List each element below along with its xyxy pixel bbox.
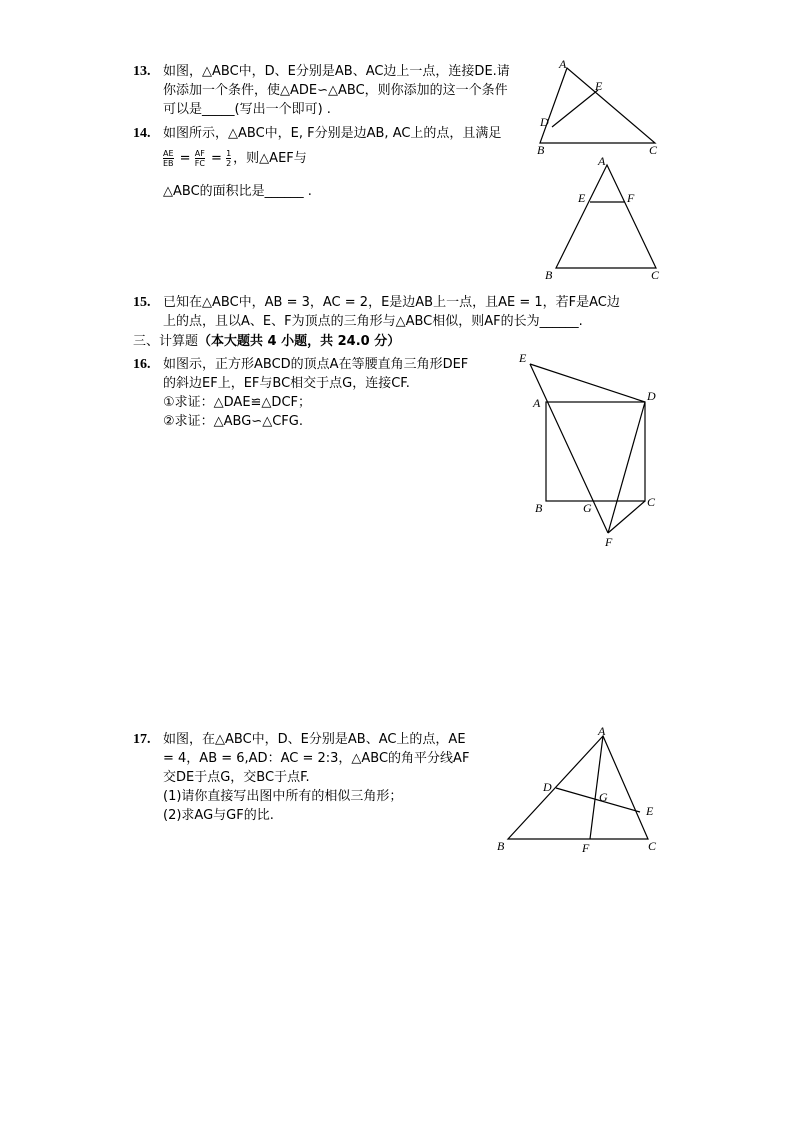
figure-17 <box>495 722 665 857</box>
q17-line4: (1)请你直接写出图中所有的相似三角形； <box>163 789 403 804</box>
figure-13 <box>530 58 665 158</box>
fig14-label-B: B <box>545 268 553 282</box>
question-14 <box>133 124 501 201</box>
q16-number: 16. <box>133 357 151 372</box>
q14-line3: △ABC的面积比是______ . <box>163 184 312 199</box>
fig13-label-A: A <box>559 57 567 71</box>
q17-line5: (2)求AG与GF的比. <box>163 808 274 823</box>
figure-14 <box>540 155 665 280</box>
q17-line1: 17. 如图，在△ABC中，D、E分别是AB、AC上的点，AE <box>133 732 466 747</box>
q17-number: 17. <box>133 732 151 747</box>
fig16-label-G: G <box>583 501 592 515</box>
fig13-label-E: E <box>595 79 603 93</box>
fig17-label-E: E <box>646 804 654 818</box>
fig13-label-D: D <box>540 115 549 129</box>
fig16-label-C: C <box>647 495 656 509</box>
fig14-label-C: C <box>651 268 660 282</box>
fig17-label-A: A <box>598 724 606 738</box>
q15-line1: 15. 已知在△ABC中，AB = 3，AC = 2，E是边AB上一点，且AE = 1，若F是AC边 <box>133 295 620 310</box>
q16-line3: ①求证：△DAE≌△DCF； <box>163 395 311 410</box>
q15-line2: 上的点，且以A、E、F为顶点的三角形与△ABC相似，则AF的长为______. <box>163 314 583 329</box>
q13-line1: 13. 如图，△ABC中，D、E分别是AB、AC边上一点，连接DE.请 <box>133 64 510 79</box>
question-17 <box>133 730 469 825</box>
fig17-label-F: F <box>582 841 590 855</box>
fig16-label-D: D <box>647 389 656 403</box>
q16-line2: 的斜边EF上，EF与BC相交于点G，连接CF. <box>163 376 410 391</box>
fig14-label-A: A <box>598 154 606 168</box>
fig16-label-F: F <box>605 535 613 549</box>
q16-line4: ②求证：△ABG∽△CFG. <box>163 414 303 429</box>
fig17-label-C: C <box>648 839 657 853</box>
q14-fraction-one-half: $\frac{1}{2}$ <box>226 149 232 168</box>
fig16-label-E: E <box>519 351 527 365</box>
figure-16 <box>515 350 665 550</box>
fig14-label-F: F <box>627 191 635 205</box>
question-15 <box>133 293 620 331</box>
section-heading: 三、计算题（本大题共 4 小题，共 24.0 分） <box>133 334 401 349</box>
q17-line2: = 4，AB = 6,AD：AC = 2:3，△ABC的角平分线AF <box>163 751 470 766</box>
q14-number: 14. <box>133 126 151 141</box>
q17-line3: 交DE于点G，交BC于点F. <box>163 770 310 785</box>
fig13-label-C: C <box>649 143 658 157</box>
q13-line2: 你添加一个条件，使△ADE∽△ABC，则你添加的这一个条件 <box>163 83 508 98</box>
q14-fraction-ae-eb: $\frac{AE}{EB}$ <box>163 149 174 168</box>
q14-fraction-af-fc: $\frac{AF}{FC}$ <box>194 149 205 168</box>
question-13 <box>133 62 510 119</box>
q14-line2: $\frac{AE}{EB}$ = $\frac{AF}{FC}$ = $\frac{1}{2}$ ，则△AEF与 <box>163 149 307 168</box>
fig17-label-G: G <box>599 790 608 804</box>
fig14-label-E: E <box>578 191 586 205</box>
q13-number: 13. <box>133 64 151 79</box>
fig17-label-D: D <box>543 780 552 794</box>
q13-line3: 可以是_____(写出一个即可) . <box>163 102 331 117</box>
question-16 <box>133 355 468 431</box>
q14-line1: 14. 如图所示，△ABC中，E, F分别是边AB, AC上的点，且满足 <box>133 126 502 141</box>
q16-line1: 16. 如图示，正方形ABCD的顶点A在等腰直角三角形DEF <box>133 357 469 372</box>
q15-number: 15. <box>133 295 151 310</box>
fig16-label-A: A <box>533 396 541 410</box>
fig17-label-B: B <box>497 839 505 853</box>
fig13-label-B: B <box>537 143 545 157</box>
fig16-label-B: B <box>535 501 543 515</box>
